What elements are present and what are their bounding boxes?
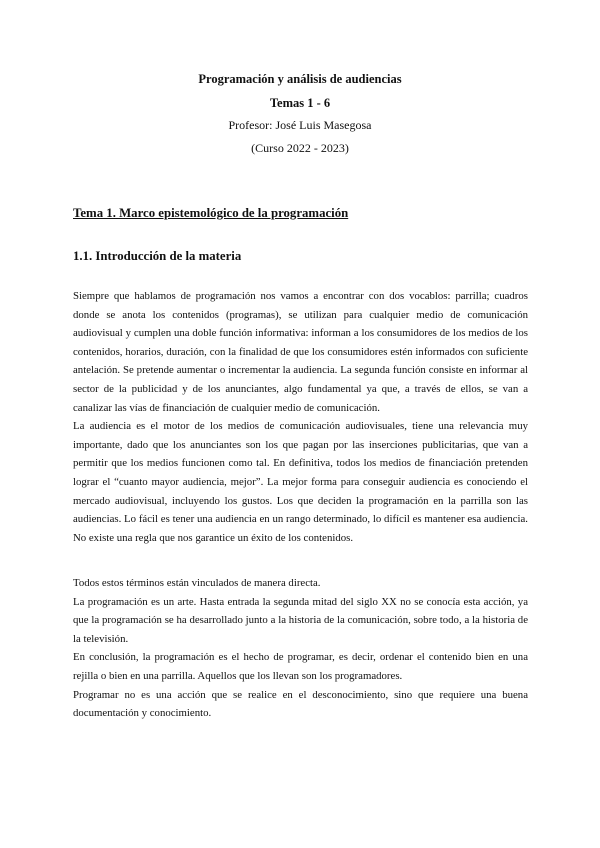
subsection-heading: 1.1. Introducción de la materia <box>73 249 242 263</box>
paragraph: La audiencia es el motor de los medios de comunicación audiovisuales, tiene una relevancia muy importante, dado que los anunciantes son los que pagan por las inserciones publicitarias, que van a permitir que los medios funcionen como tal. En definitiva, todos los medios de financiación pretenden lograr el “cuanto mayor audiencia, mejor”. La mejor forma para conseguir audiencia es conociendo el mercado audiovisual, incluyendo los gustos. Los que deciden la programación en la parrilla son las audiencias. Lo fácil es tener una audiencia en un rango determinado, lo difícil es mantener esa audiencia. No existe una regla que nos garantice un éxito de los contenidos. <box>73 420 528 544</box>
document-subtitle: Temas 1 - 6 <box>269 96 331 110</box>
paragraph: La programación es un arte. Hasta entrada la segunda mitad del siglo XX no se conocía esta acción, ya que la programación se ha desarrollado junto a la historia de la comunicación, sobre todo, a la historia de la televisión. <box>73 595 528 645</box>
body-text-upper <box>73 287 528 547</box>
document-title: Programación y análisis de audiencias <box>198 72 402 86</box>
section-heading: Tema 1. Marco epistemológico de la programación <box>73 206 349 220</box>
paragraph: Todos estos términos están vinculados de manera directa. <box>73 577 321 589</box>
paragraph: En conclusión, la programación es el hecho de programar, es decir, ordenar el contenido bien en una rejilla o bien en una parrilla. Aquellos que los llevan son los programadores. <box>73 651 528 682</box>
professor-line: Profesor: José Luis Masegosa <box>228 118 372 132</box>
paragraph: Siempre que hablamos de programación nos vamos a encontrar con dos vocablos: parrilla; cuadros donde se anota los contenidos (programas), se utilizan para cualquier medio de comunicación audiovisual y cumplen una doble función informativa: informan a los consumidores de los medios de los contenidos, horarios, duración, con la finalidad de que los consumidores estén informados con suficiente antelación. Se pretende aumentar o incrementar la audiencia. La segunda función consiste en informar al sector de la publicidad y de los anunciantes, algo fundamental ya que, a través de ellos, se van a canalizar las vías de financiación de cualquier medio de comunicación. <box>73 290 528 414</box>
course-line: (Curso 2022 - 2023) <box>251 141 349 155</box>
paragraph: Programar no es una acción que se realice en el desconocimiento, sino que requiere una buena documentación y conocimiento. <box>73 688 528 720</box>
body-text-lower <box>73 574 528 723</box>
